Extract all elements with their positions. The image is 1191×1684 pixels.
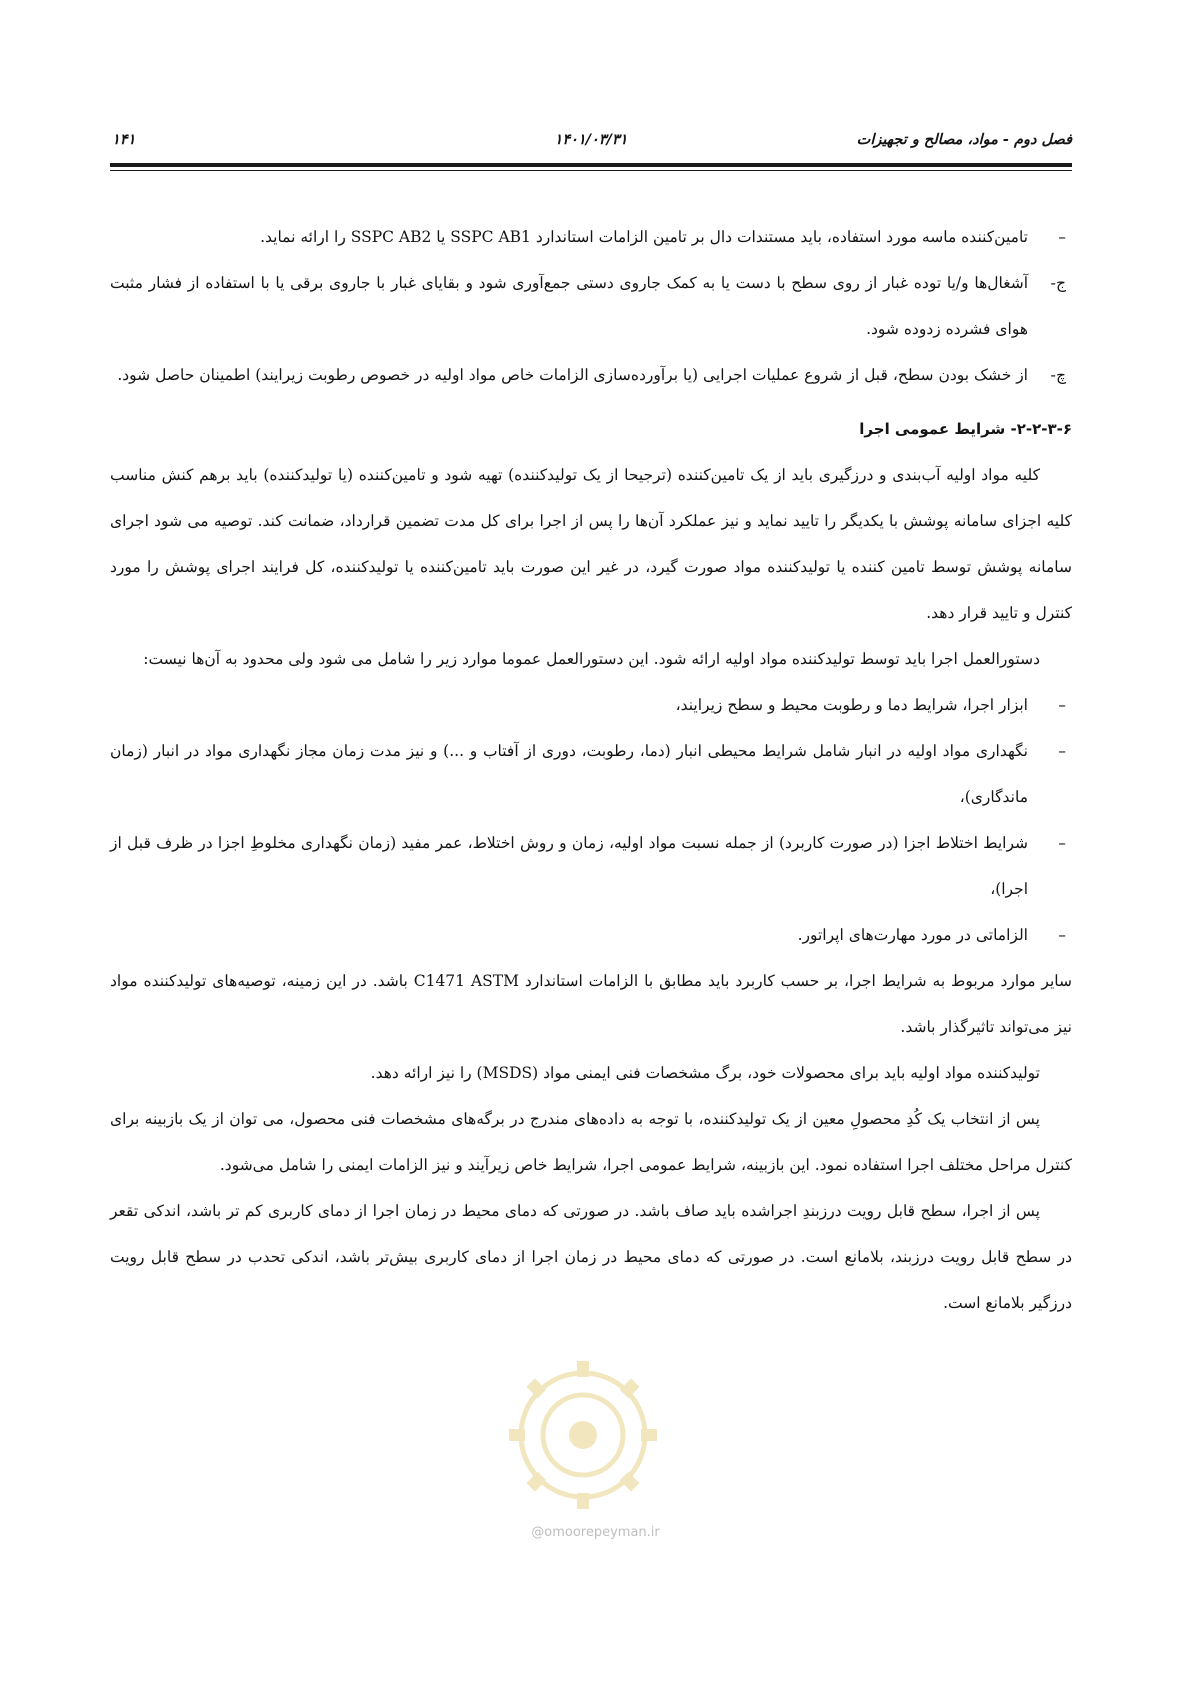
section-heading: ۲-۲-۳-۶- شرایط عمومی اجرا: [859, 420, 1072, 438]
list-item: [110, 912, 1072, 958]
paragraph: پس از اجرا، سطح قابل رویت درزبندِ اجراشده باید صاف باشد. در صورتی که دمای محیط در زمان اجرا از دمای کاربری کم تر باشد، اندکی تقعر در سطح قابل رویت درزبند، بلامانع است. در صورتی که دمای محیط در زمان اجرا از دمای کاربری بیش‌تر باشد، اندکی تحدب در سطح قابل رویت درزگیر بلامانع است.: [110, 1202, 1072, 1312]
document-body: [110, 214, 1072, 1326]
list-marker: چ-: [1050, 366, 1066, 384]
paragraph: کلیه مواد اولیه آب‌بندی و درزگیری باید از یک تامین‌کننده (ترجیحا از یک تولیدکننده) تهیه شود و تامین‌کننده (یا تولیدکننده) باید برهم کنش مناسب کلیه اجزای سامانه پوشش با یکدیگر را تایید نماید و نیز عملکرد آن‌ها را پس از اجرا برای کل مدت تضمین قرارداد، ضمانت کند. توصیه می شود اجرای سامانه پوشش توسط تامین کننده یا تولیدکننده مواد صورت گیرد، در غیر این صورت باید تامین‌کننده یا تولیدکننده، کل فرایند اجرای پوشش را مورد کنترل و تایید قرار دهد.: [110, 466, 1072, 622]
paragraph-text: سایر موارد مربوط به شرایط اجرا، بر حسب کاربرد باید مطابق با الزامات استاندارد: [518, 972, 1073, 990]
header-rule-thick: [110, 163, 1072, 167]
paragraph: دستورالعمل اجرا باید توسط تولیدکننده مواد اولیه ارائه شود. این دستورالعمل عموما موارد زیر را شامل می شود ولی محدود به آن‌ها نیست:: [143, 650, 1040, 668]
msds-code: (MSDS): [476, 1064, 539, 1082]
paragraph: [110, 958, 1072, 1050]
gear-seal-icon: [503, 1355, 663, 1515]
list-item: [110, 352, 1072, 398]
paragraph-text: را نیز ارائه دهد.: [370, 1064, 477, 1082]
paragraph: [110, 1050, 1072, 1096]
header-rule-thin: [110, 170, 1072, 171]
header-date: ۱۴۰۱/۰۳/۳۱: [554, 132, 628, 148]
list-item: [110, 682, 1072, 728]
standard-code: C1471 ASTM: [413, 972, 519, 990]
item-text: الزاماتی در مورد مهارت‌های اپراتور.: [797, 926, 1028, 944]
item-text: از خشک بودن سطح، قبل از شروع عملیات اجرایی (یا برآورده‌سازی الزامات خاص مواد اولیه در خصوص رطوبت زیرایند) اطمینان حاصل شود.: [117, 366, 1028, 384]
list-marker: –: [1058, 228, 1066, 246]
standard-code: SSPC AB2: [350, 228, 432, 246]
list-item: [110, 260, 1072, 352]
paragraph-text: تولیدکننده مواد اولیه باید برای محصولات خود، برگ مشخصات فنی ایمنی مواد: [538, 1064, 1040, 1082]
page-number: ۱۴۱: [112, 132, 136, 148]
item-text: شرایط اختلاط اجزا (در صورت کاربرد) از جمله نسبت مواد اولیه، زمان و روش اختلاط، عمر مفید (زمان نگهداری مخلوطِ اجزا در ظرف قبل از اجرا)،: [110, 834, 1028, 898]
item-text: نگهداری مواد اولیه در انبار شامل شرایط محیطی انبار (دما، رطوبت، دوری از آفتاب و ...) و نیز مدت زمان مجاز نگهداری مواد در انبار (زمان ماندگاری)،: [110, 742, 1028, 806]
item-text: ابزار اجرا، شرایط دما و رطوبت محیط و سطح زیرایند،: [675, 696, 1028, 714]
watermark-url: @omoorepeyman.ir: [531, 1525, 660, 1540]
list-marker: –: [1058, 926, 1066, 944]
list-item: [110, 214, 1072, 260]
list-item: [110, 820, 1072, 912]
item-text: تامین‌کننده ماسه مورد استفاده، باید مستندات دال بر تامین الزامات استاندارد: [530, 228, 1028, 246]
list-item: [110, 728, 1072, 820]
list-marker: –: [1058, 696, 1066, 714]
list-marker: –: [1058, 742, 1066, 760]
item-text: یا: [431, 228, 451, 246]
item-text: را ارائه نماید.: [260, 228, 351, 246]
list-marker: –: [1058, 834, 1066, 852]
page-header: [110, 130, 1072, 154]
standard-code: SSPC AB1: [450, 228, 531, 246]
chapter-title: فصل دوم - مواد، مصالح و تجهیزات: [856, 132, 1072, 148]
paragraph: پس از انتخاب یک کُدِ محصولِ معین از یک تولیدکننده، با توجه به داده‌های مندرج در برگه‌های مشخصات فنی محصول، می توان از یک بازبینه برای کنترل مراحل مختلف اجرا استفاده نمود. این بازبینه، شرایط عمومی اجرا، شرایط خاص زیرآیند و نیز الزامات ایمنی را شامل می‌شود.: [110, 1110, 1072, 1174]
paragraph-text: باشد. در این زمینه، توصیه‌های تولیدکننده مواد نیز می‌تواند تاثیرگذار باشد.: [110, 972, 1072, 1036]
list-marker: ج-: [1050, 274, 1066, 292]
item-text: آشغال‌ها و/یا توده غبار از روی سطح با دست یا به کمک جاروی دستی جمع‌آوری شود و بقایای غبار با جاروی برقی یا با استفاده از فشار مثبت هوای فشرده زدوده شود.: [110, 274, 1028, 338]
